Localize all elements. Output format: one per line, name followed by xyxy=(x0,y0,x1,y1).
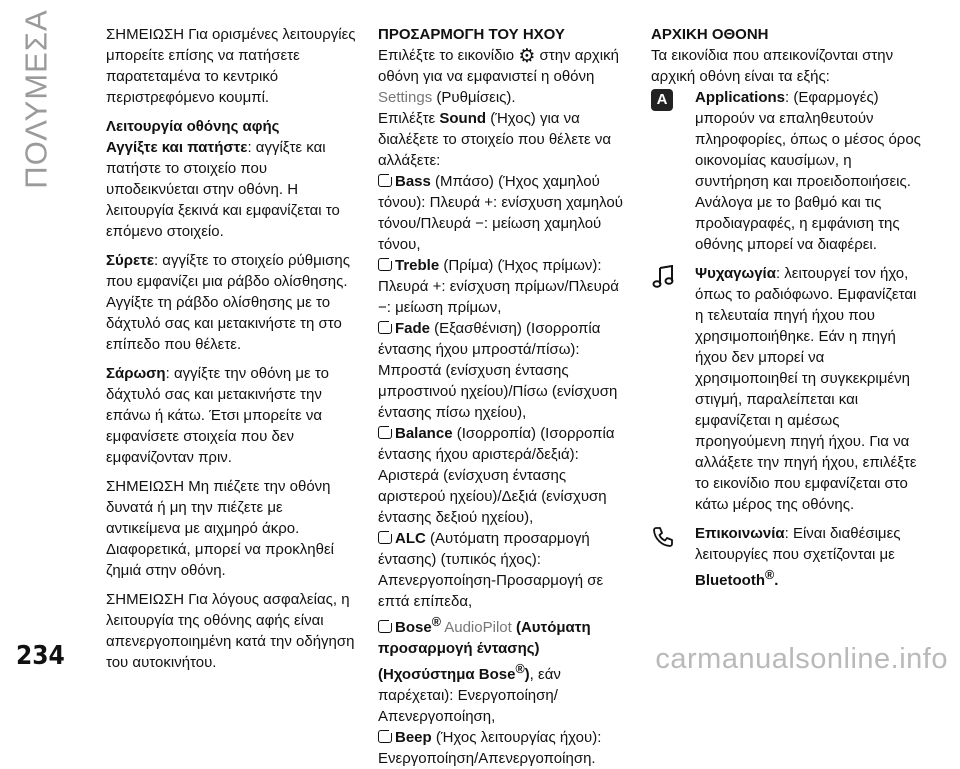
select-box-icon xyxy=(378,730,392,743)
bass-item: Bass (Μπάσο) (Ήχος χαμηλού τόνου): Πλευρά +: ενίσχυση χαμηλού τόνου/Πλευρά −: μείωση χαμηλού τόνου, xyxy=(378,173,623,253)
section-side-title: ΠΟΛΥΜΕΣΑ xyxy=(19,9,54,189)
entertainment-entry: Ψυχαγωγία: λειτουργεί τον ήχο, όπως το ραδιόφωνο. Εμφανίζεται η τελευταία πηγή ήχου που χρησιμοποιήθηκε. Εάν η πηγή ήχου δεν μπορεί να χρησιμοποιηθεί τη συγκεκριμένη στιγμή, παραλείπεται και εμφανίζεται η αμέσως προηγούμενη πηγή ήχου. Για να αλλάξετε την πηγή ήχου, επιλέξτε το εικονίδιο που εμφανίζεται στο κάτω μέρος της οθόνης. xyxy=(651,263,926,515)
treble-item: Treble (Πρίμα) (Ήχος πρίμων): Πλευρά +: ενίσχυση πρίμων/Πλευρά −: μείωση πρίμων, xyxy=(378,257,619,316)
drag-paragraph: Σύρετε: αγγίξτε το στοιχείο ρύθμισης που εμφανίζει μια ράβδο ολίσθησης. Αγγίξτε τη ράβδο ολίσθησης με το δάχτυλό σας και μετακινήστε τη στο επίπεδο που θέλετε. xyxy=(106,252,350,353)
alc-item: ALC (Αυτόματη προσαρμογή έντασης) (τυπικός ήχος): Απενεργοποίηση-Προσαρμογή σε επτά επίπεδα, xyxy=(378,530,604,610)
communication-entry: Επικοινωνία: Είναι διαθέσιμες λειτουργίες που σχετίζονται με Bluetooth®. xyxy=(651,523,926,591)
column-sound-settings xyxy=(378,24,633,769)
bose-item: Bose® AudioPilot (Αυτόματη προσαρμογή έντασης) (Ηχοσύστημα Bose®), εάν παρέχεται): Ενεργοποίηση/Απενεργοποίηση, xyxy=(378,615,591,725)
note-paragraph: ΣΗΜΕΙΩΣΗ Για λόγους ασφαλείας, η λειτουργία της οθόνης αφής είναι απενεργοποιημένη κατά την οδήγηση του αυτοκινήτου. xyxy=(106,591,355,671)
intro-paragraph: Επιλέξτε το εικονίδιο ⚙ στην αρχική οθόνη για να εμφανιστεί η οθόνη Settings (Ρυθμίσεις). xyxy=(378,46,619,106)
select-box-icon xyxy=(378,426,392,439)
section-heading: ΠΡΟΣΑΡΜΟΓΗ ΤΟΥ ΗΧΟΥ xyxy=(378,26,565,43)
note-paragraph: ΣΗΜΕΙΩΣΗ Μη πιέζετε την οθόνη δυνατά ή μη την πιέζετε με αντικείμενα με αιχμηρό άκρο. Διαφορετικά, μπορεί να προκληθεί ζημιά στην οθόνη. xyxy=(106,478,335,579)
intro-paragraph: Τα εικονίδια που απεικονίζονται στην αρχική οθόνη είναι τα εξής: xyxy=(651,47,894,85)
beep-item: Beep (Ήχος λειτουργίας ήχου): Ενεργοποίηση/Απενεργοποίηση. xyxy=(378,729,602,767)
watermark: carmanualsonline.info xyxy=(655,643,948,675)
swipe-paragraph: Σάρωση: αγγίξτε την οθόνη με το δάχτυλό σας και μετακινήστε την επάνω ή κάτω. Έτσι μπορείτε να εμφανίσετε στοιχεία που δεν εμφανίζονταν πριν. xyxy=(106,365,329,466)
applications-icon: A xyxy=(651,89,673,111)
column-home-screen xyxy=(651,24,926,599)
applications-entry: A Applications: (Εφαρμογές) μπορούν να επαληθευτούν πληροφορίες, όπως ο μέσος όρος οικονομίας καυσίμων, η συντήρηση και προειδοποιήσεις. Ανάλογα με το βαθμό και τις προδιαγραφές, η εμφάνιση της οθόνης μπορεί να διαφέρει. xyxy=(651,87,926,255)
balance-item: Balance (Ισορροπία) (Ισορροπία έντασης ήχου αριστερά/δεξιά): Αριστερά (ενίσχυση έντασης αριστερού ηχείου)/Δεξιά (ενίσχυση έντασης δεξιού ηχείου), xyxy=(378,425,615,526)
column-touch-screen xyxy=(106,24,358,681)
section-heading: Λειτουργία οθόνης αφής xyxy=(106,118,280,135)
note-paragraph: ΣΗΜΕΙΩΣΗ Για ορισμένες λειτουργίες μπορείτε επίσης να πατήσετε παρατεταμένα το κεντρικό περιστρεφόμενο κουμπί. xyxy=(106,26,356,106)
fade-item: Fade (Εξασθένιση) (Ισορροπία έντασης ήχου μπροστά/πίσω): Μπροστά (ενίσχυση έντασης μπροστινού ηχείου)/Πίσω (ενίσχυση έντασης πίσω ηχείου), xyxy=(378,320,618,421)
music-note-icon xyxy=(651,265,675,289)
select-paragraph: Επιλέξτε Sound (Ήχος) για να διαλέξετε το στοιχείο που θέλετε να αλλάξετε: xyxy=(378,110,612,169)
phone-icon xyxy=(651,525,675,549)
select-box-icon xyxy=(378,620,392,633)
page-number: 234 xyxy=(16,641,65,671)
section-heading: ΑΡΧΙΚΗ ΟΘΟΝΗ xyxy=(651,26,769,43)
settings-gear-icon: ⚙ xyxy=(518,46,536,67)
select-box-icon xyxy=(378,321,392,334)
select-box-icon xyxy=(378,174,392,187)
select-box-icon xyxy=(378,531,392,544)
select-box-icon xyxy=(378,258,392,271)
tap-paragraph: Αγγίξτε και πατήστε: αγγίξτε και πατήστε το στοιχείο που υποδεικνύεται στην οθόνη. Η λειτουργία ξεκινά και εμφανίζεται το επόμενο στοιχείο. xyxy=(106,139,340,240)
